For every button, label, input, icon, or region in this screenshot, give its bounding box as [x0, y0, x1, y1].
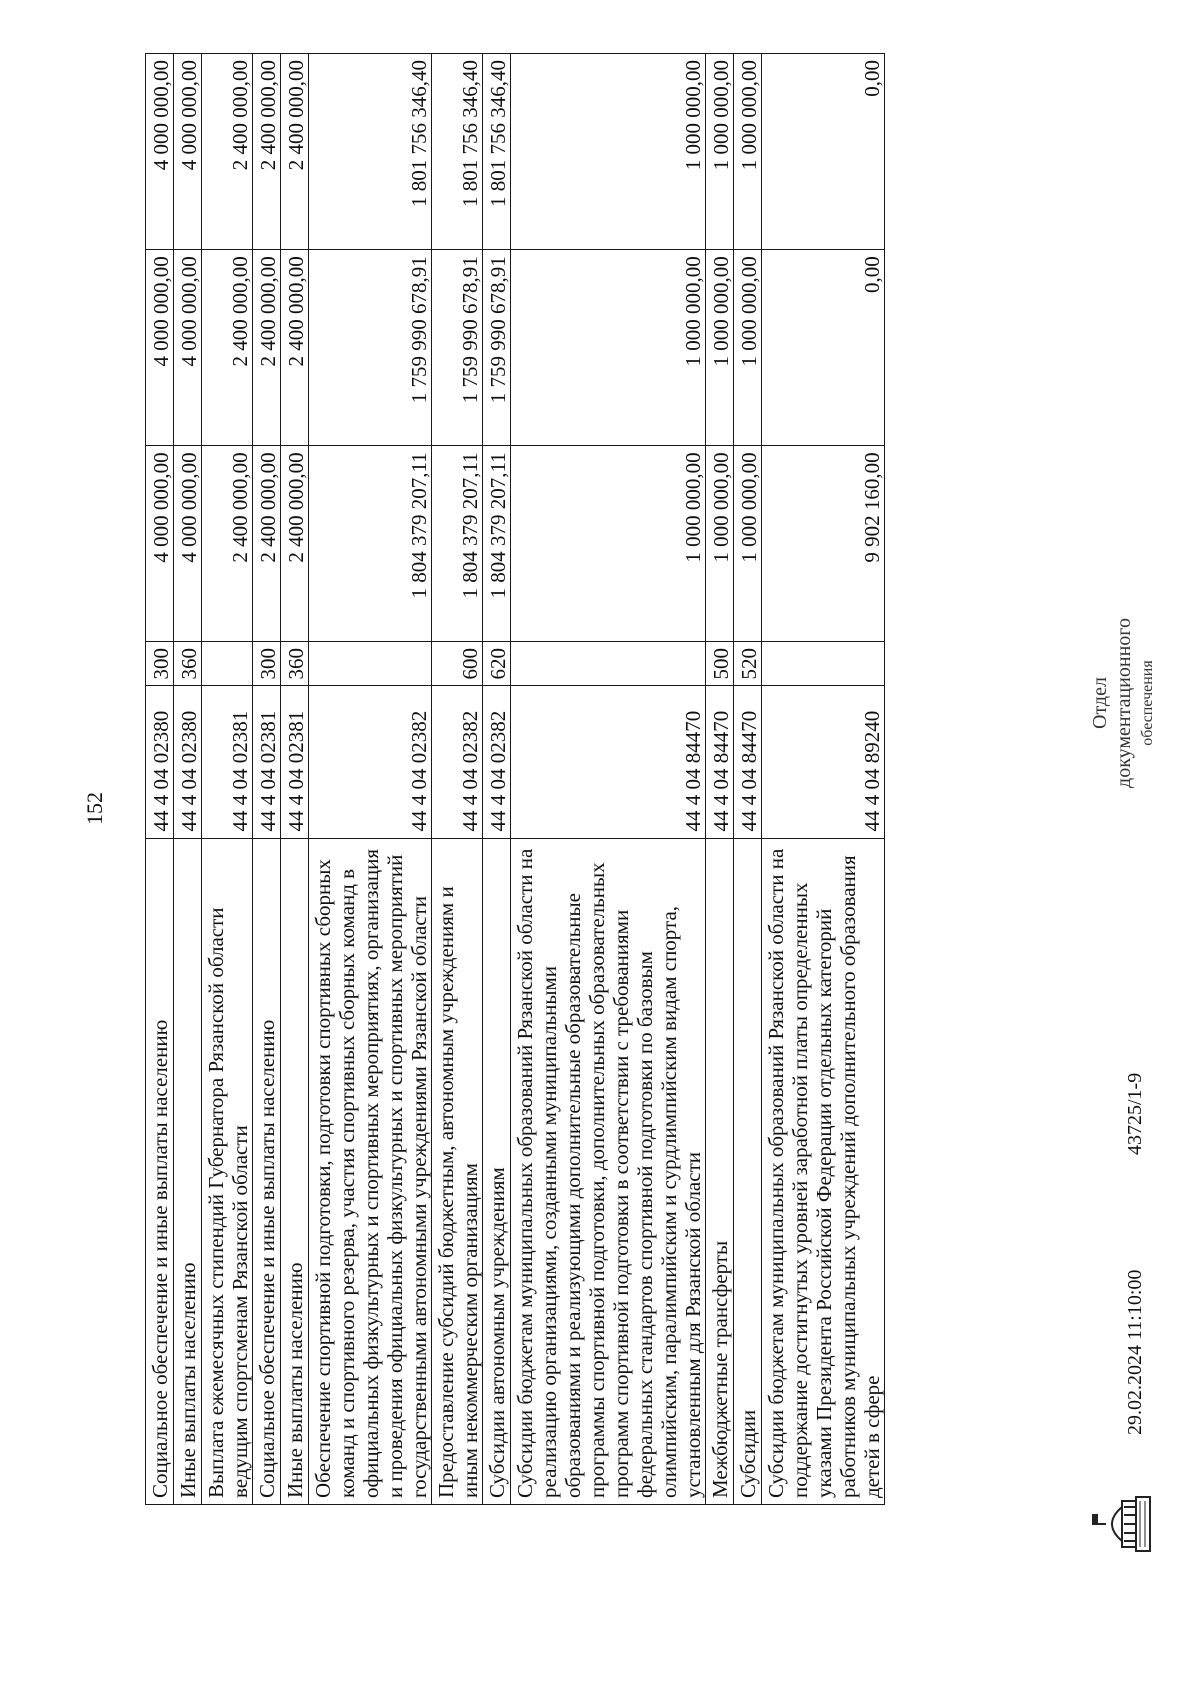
row-amount-year3-cell: 1 801 756 346,40	[432, 54, 483, 250]
footer-document-number: 43725/1-9	[1124, 1072, 1146, 1155]
row-name-cell: Социальное обеспечение и иные выплаты населению	[146, 838, 174, 1504]
row-expense-type-cell	[202, 642, 253, 686]
page-number: 152	[82, 792, 107, 825]
row-name-cell: Предоставление субсидий бюджетным, автономным учреждениям и иным некоммерческим организациям	[432, 838, 483, 1504]
row-amount-year3-cell: 1 000 000,00	[511, 54, 706, 250]
row-amount-year2-cell: 1 000 000,00	[511, 250, 706, 446]
row-amount-year3-cell: 1 000 000,00	[706, 54, 734, 250]
row-code-cell: 44 4 04 02381	[253, 686, 281, 838]
row-amount-year2-cell: 1 759 990 678,91	[309, 250, 432, 446]
row-amount-year1-cell: 2 400 000,00	[253, 446, 281, 642]
row-amount-year2-cell: 0,00	[762, 250, 885, 446]
row-name-cell: Межбюджетные трансферты	[706, 838, 734, 1504]
row-code-cell: 44 4 04 02382	[483, 686, 511, 838]
row-name-cell: Субсидии автономным учреждениям	[483, 838, 511, 1504]
footer-date: 29.02.2024 11:10:00	[1124, 1269, 1146, 1435]
row-amount-year1-cell: 1 000 000,00	[734, 446, 762, 642]
row-expense-type-cell: 620	[483, 642, 511, 686]
department-stamp	[1088, 603, 1160, 803]
row-amount-year1-cell: 1 000 000,00	[706, 446, 734, 642]
row-amount-year2-cell: 1 000 000,00	[734, 250, 762, 446]
row-expense-type-cell: 520	[734, 642, 762, 686]
row-name-cell: Субсидии бюджетам муниципальных образований Рязанской области на поддержание достигнутых уровней заработной платы определенных указами Президента Российской Федерации отдельных категорий работников муниципальных учреждений дополнительного образования детей в сфере	[762, 838, 885, 1504]
table-row	[511, 54, 706, 1505]
row-expense-type-cell	[309, 642, 432, 686]
row-expense-type-cell: 300	[253, 642, 281, 686]
row-code-cell: 44 4 04 89240	[762, 686, 885, 838]
row-name-cell: Иные выплаты населению	[281, 838, 309, 1504]
row-amount-year3-cell: 1 000 000,00	[734, 54, 762, 250]
row-code-cell: 44 4 04 02381	[202, 686, 253, 838]
row-expense-type-cell	[762, 642, 885, 686]
row-name-cell: Субсидии	[734, 838, 762, 1504]
table-row	[253, 54, 281, 1505]
row-amount-year1-cell: 4 000 000,00	[174, 446, 202, 642]
table-row	[483, 54, 511, 1505]
row-code-cell: 44 4 04 02382	[309, 686, 432, 838]
row-amount-year3-cell: 0,00	[762, 54, 885, 250]
row-code-cell: 44 4 04 84470	[706, 686, 734, 838]
table-row	[762, 54, 885, 1505]
row-amount-year3-cell: 2 400 000,00	[281, 54, 309, 250]
row-amount-year2-cell: 1 000 000,00	[706, 250, 734, 446]
row-amount-year1-cell: 1 000 000,00	[511, 446, 706, 642]
table-row	[309, 54, 432, 1505]
row-amount-year1-cell: 1 804 379 207,11	[483, 446, 511, 642]
row-name-cell: Субсидии бюджетам муниципальных образований Рязанской области на реализацию организациями, созданными муниципальными образованиями и реализующими дополнительные образовательные программы спортивной подготовки, дополнительных образовательных программ спортивной подготовки в соответствии с требованиями федеральных стандартов спортивной подготовки по базовым олимпийским, паралимпийским и сурдлимпийским видам спорта, установленным для Рязанской области	[511, 838, 706, 1504]
row-amount-year2-cell: 4 000 000,00	[146, 250, 174, 446]
stamp-line-2: обеспечения	[1139, 660, 1156, 746]
row-amount-year2-cell: 1 759 990 678,91	[432, 250, 483, 446]
row-expense-type-cell: 360	[281, 642, 309, 686]
budget-table	[145, 53, 885, 1505]
row-amount-year1-cell: 1 804 379 207,11	[309, 446, 432, 642]
row-code-cell: 44 4 04 02380	[146, 686, 174, 838]
row-code-cell: 44 4 04 02381	[281, 686, 309, 838]
row-amount-year2-cell: 4 000 000,00	[174, 250, 202, 446]
row-name-cell: Выплата ежемесячных стипендий Губернатора Рязанской области ведущим спортсменам Рязанской области	[202, 838, 253, 1504]
row-name-cell: Обеспечение спортивной подготовки, подготовки спортивных сборных команд и спортивного резерва, участия спортивных сборных команд в официальных физкультурных и спортивных мероприятиях, организация и проведения официальных физкультурных и спортивных мероприятий государственными автономными учреждениями Рязанской области	[309, 838, 432, 1504]
table-row	[174, 54, 202, 1505]
row-expense-type-cell: 360	[174, 642, 202, 686]
row-expense-type-cell: 600	[432, 642, 483, 686]
row-amount-year3-cell: 2 400 000,00	[253, 54, 281, 250]
row-amount-year1-cell: 4 000 000,00	[146, 446, 174, 642]
row-expense-type-cell	[511, 642, 706, 686]
duma-building-logo-icon	[1084, 1493, 1154, 1555]
row-code-cell: 44 4 04 02380	[174, 686, 202, 838]
row-code-cell: 44 4 04 02382	[432, 686, 483, 838]
row-amount-year3-cell: 1 801 756 346,40	[309, 54, 432, 250]
row-code-cell: 44 4 04 84470	[734, 686, 762, 838]
row-amount-year3-cell: 1 801 756 346,40	[483, 54, 511, 250]
row-amount-year1-cell: 2 400 000,00	[281, 446, 309, 642]
table-row	[734, 54, 762, 1505]
table-row	[706, 54, 734, 1505]
table-row	[146, 54, 174, 1505]
table-row	[202, 54, 253, 1505]
row-expense-type-cell: 500	[706, 642, 734, 686]
row-amount-year1-cell: 2 400 000,00	[202, 446, 253, 642]
stamp-line-1: Отдел документационного	[1089, 618, 1135, 788]
document-footer	[1080, 60, 1200, 1555]
row-name-cell: Иные выплаты населению	[174, 838, 202, 1504]
row-amount-year1-cell: 1 804 379 207,11	[432, 446, 483, 642]
row-amount-year2-cell: 2 400 000,00	[281, 250, 309, 446]
table-row	[281, 54, 309, 1505]
row-amount-year3-cell: 4 000 000,00	[146, 54, 174, 250]
table-row	[432, 54, 483, 1505]
row-amount-year2-cell: 1 759 990 678,91	[483, 250, 511, 446]
row-amount-year1-cell: 9 902 160,00	[762, 446, 885, 642]
row-amount-year3-cell: 4 000 000,00	[174, 54, 202, 250]
row-code-cell: 44 4 04 84470	[511, 686, 706, 838]
row-amount-year2-cell: 2 400 000,00	[202, 250, 253, 446]
row-amount-year2-cell: 2 400 000,00	[253, 250, 281, 446]
row-name-cell: Социальное обеспечение и иные выплаты населению	[253, 838, 281, 1504]
row-expense-type-cell: 300	[146, 642, 174, 686]
row-amount-year3-cell: 2 400 000,00	[202, 54, 253, 250]
